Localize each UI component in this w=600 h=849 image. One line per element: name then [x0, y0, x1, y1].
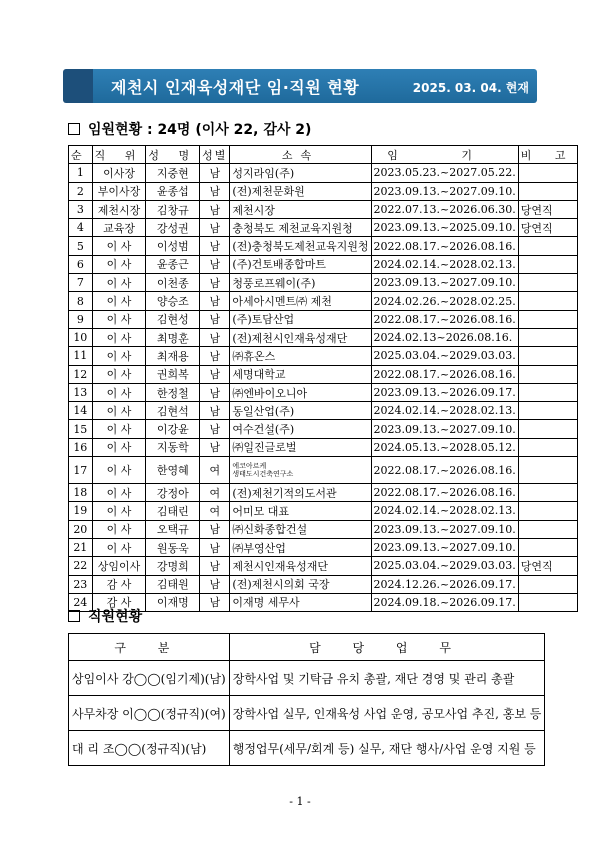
officer-term: 2024.02.26.~2028.02.25. [371, 292, 518, 310]
officer-position: 이 사 [92, 402, 146, 420]
officer-term: 2023.09.13.~2027.09.10. [371, 538, 518, 556]
officer-sex: 여 [200, 502, 230, 520]
as-of-date: 2025. 03. 04. 현재 [412, 81, 529, 95]
officer-term: 2024.02.14.~2028.02.13. [371, 402, 518, 420]
col-header-no: 순 [69, 146, 93, 164]
officer-row [69, 484, 578, 502]
staff-row [69, 696, 545, 731]
officer-position: 이 사 [92, 365, 146, 383]
officer-sex: 여 [200, 484, 230, 502]
officer-term: 2023.09.13.~2025.09.10. [371, 219, 518, 237]
officer-note [518, 255, 578, 273]
officer-note [518, 520, 578, 538]
officer-note [518, 347, 578, 365]
officer-position: 이 사 [92, 274, 146, 292]
officer-position: 이 사 [92, 457, 146, 484]
officer-org: 아세아시멘트㈜ 제천 [230, 292, 371, 310]
officer-sex: 남 [200, 402, 230, 420]
officer-note [518, 292, 578, 310]
col-header-position: 직 위 [92, 146, 146, 164]
officer-no: 19 [69, 502, 93, 520]
officer-sex: 남 [200, 182, 230, 200]
staff-title: 직원현황 [88, 609, 143, 625]
officer-no: 7 [69, 274, 93, 292]
officer-note [518, 237, 578, 255]
officer-no: 16 [69, 438, 93, 456]
officers-header-row [69, 146, 578, 164]
officer-org: ㈜신화종합건설 [230, 520, 371, 538]
officer-no: 1 [69, 164, 93, 182]
officer-sex: 남 [200, 365, 230, 383]
officer-name: 윤종섭 [146, 182, 200, 200]
officer-row [69, 438, 578, 456]
officer-row [69, 255, 578, 273]
staff-role: 상임이사 강◯◯(임기제)(남) [69, 661, 230, 696]
officer-row [69, 237, 578, 255]
checkbox-square-icon [68, 610, 80, 622]
officer-name: 강정아 [146, 484, 200, 502]
officer-no: 15 [69, 420, 93, 438]
officer-no: 6 [69, 255, 93, 273]
page-title: 제천시 인재육성재단 임·직원 현황 [111, 78, 360, 97]
officer-row [69, 383, 578, 401]
staff-row [69, 661, 545, 696]
officer-org: ㈜휴온스 [230, 347, 371, 365]
officer-no: 10 [69, 328, 93, 346]
officer-org: 제천시인재육성재단 [230, 557, 371, 575]
officer-org: 충청북도 제천교육지원청 [230, 219, 371, 237]
officer-sex: 남 [200, 383, 230, 401]
officer-term: 2025.03.04.~2029.03.03. [371, 347, 518, 365]
officer-name: 김태린 [146, 502, 200, 520]
officer-no: 14 [69, 402, 93, 420]
officer-org: ㈜일진글로벌 [230, 438, 371, 456]
officer-name: 이재명 [146, 593, 200, 611]
officer-sex: 남 [200, 593, 230, 611]
officer-sex: 남 [200, 237, 230, 255]
officers-title: 임원현황 : 24명 (이사 22, 감사 2) [88, 122, 312, 138]
officer-position: 이 사 [92, 502, 146, 520]
officer-sex: 남 [200, 538, 230, 556]
officer-term: 2022.08.17.~2026.08.16. [371, 365, 518, 383]
officer-position: 이 사 [92, 520, 146, 538]
staff-table [68, 633, 545, 766]
officer-position: 이 사 [92, 484, 146, 502]
officer-term: 2023.09.13.~2026.09.17. [371, 383, 518, 401]
officer-sex: 남 [200, 557, 230, 575]
officer-name: 양승조 [146, 292, 200, 310]
officer-sex: 남 [200, 255, 230, 273]
officer-name: 이강윤 [146, 420, 200, 438]
officer-term: 2022.08.17.~2026.08.16. [371, 310, 518, 328]
officer-row [69, 310, 578, 328]
staff-role: 사무차장 이◯◯(정규직)(여) [69, 696, 230, 731]
staff-duty: 장학사업 실무, 인재육성 사업 운영, 공모사업 추진, 홍보 등 [229, 696, 545, 731]
officer-no: 8 [69, 292, 93, 310]
col-header-note: 비 고 [518, 146, 578, 164]
officer-name: 지동학 [146, 438, 200, 456]
officer-sex: 남 [200, 292, 230, 310]
col-header-name: 성 명 [146, 146, 200, 164]
officer-term: 2022.07.13.~2026.06.30. [371, 200, 518, 218]
officer-sex: 남 [200, 219, 230, 237]
officer-position: 제천시장 [92, 200, 146, 218]
officer-note [518, 164, 578, 182]
officer-name: 김창규 [146, 200, 200, 218]
officer-note [518, 593, 578, 611]
officer-no: 3 [69, 200, 93, 218]
officer-note: 당연직 [518, 200, 578, 218]
banner-body [93, 69, 537, 103]
officer-term: 2024.02.14.~2028.02.13. [371, 255, 518, 273]
officer-name: 김현석 [146, 402, 200, 420]
officer-position: 이 사 [92, 255, 146, 273]
officer-note: 당연직 [518, 557, 578, 575]
officer-org [230, 457, 371, 484]
col-header-duty: 담 당 업 무 [229, 634, 545, 661]
officer-sex: 여 [200, 457, 230, 484]
officer-row [69, 402, 578, 420]
officer-position: 이 사 [92, 538, 146, 556]
officer-org: 동일산업(주) [230, 402, 371, 420]
col-header-org: 소속 [230, 146, 371, 164]
officer-note [518, 502, 578, 520]
officer-note [518, 575, 578, 593]
officer-term: 2023.09.13.~2027.09.10. [371, 520, 518, 538]
officer-org: ㈜엔바이오니아 [230, 383, 371, 401]
officer-name: 이천종 [146, 274, 200, 292]
officer-name: 김태원 [146, 575, 200, 593]
officer-no: 11 [69, 347, 93, 365]
officer-note [518, 457, 578, 484]
staff-heading [68, 606, 142, 626]
officer-sex: 남 [200, 274, 230, 292]
col-header-sex: 성별 [200, 146, 230, 164]
officer-row [69, 575, 578, 593]
officer-term: 2024.12.26.~2026.09.17. [371, 575, 518, 593]
officer-no: 4 [69, 219, 93, 237]
officer-position: 이사장 [92, 164, 146, 182]
officer-row [69, 200, 578, 218]
officer-org: (전)제천시의회 국장 [230, 575, 371, 593]
officer-note: 당연직 [518, 219, 578, 237]
officer-sex: 남 [200, 438, 230, 456]
officer-sex: 남 [200, 328, 230, 346]
officer-name: 이성범 [146, 237, 200, 255]
officer-org: 세명대학교 [230, 365, 371, 383]
officer-org: 청풍로프웨이(주) [230, 274, 371, 292]
officer-row [69, 164, 578, 182]
officer-org: (주)토담산업 [230, 310, 371, 328]
officer-row [69, 557, 578, 575]
officer-org: (전)제천시인재육성재단 [230, 328, 371, 346]
officer-name: 최재용 [146, 347, 200, 365]
officer-term: 2024.02.14.~2028.02.13. [371, 502, 518, 520]
officer-term: 2022.08.17.~2026.08.16. [371, 484, 518, 502]
officer-row [69, 274, 578, 292]
officer-name: 지중현 [146, 164, 200, 182]
officer-row [69, 292, 578, 310]
officer-sex: 남 [200, 420, 230, 438]
officer-term: 2023.09.13.~2027.09.10. [371, 182, 518, 200]
officer-no: 22 [69, 557, 93, 575]
officers-table [68, 145, 578, 612]
officer-note [518, 274, 578, 292]
officer-row [69, 502, 578, 520]
officer-position: 이 사 [92, 292, 146, 310]
officer-term: 2025.03.04.~2029.03.03. [371, 557, 518, 575]
officer-org: (주)건토배종합마트 [230, 255, 371, 273]
officer-no: 5 [69, 237, 93, 255]
officers-heading [68, 119, 311, 139]
officer-name: 원동욱 [146, 538, 200, 556]
officer-name: 김현성 [146, 310, 200, 328]
officer-name: 권희복 [146, 365, 200, 383]
officer-no: 13 [69, 383, 93, 401]
officer-position: 이 사 [92, 310, 146, 328]
col-header-term: 임 기 [371, 146, 518, 164]
officer-org: 어미모 대표 [230, 502, 371, 520]
officer-sex: 남 [200, 310, 230, 328]
officer-row [69, 219, 578, 237]
officer-term: 2023.09.13.~2027.09.10. [371, 420, 518, 438]
officer-position: 부이사장 [92, 182, 146, 200]
officer-name: 한정철 [146, 383, 200, 401]
officer-org: 제천시장 [230, 200, 371, 218]
officer-row [69, 420, 578, 438]
col-header-category: 구 분 [69, 634, 230, 661]
officer-row [69, 520, 578, 538]
officer-no: 18 [69, 484, 93, 502]
page-number: - 1 - [289, 795, 311, 808]
officer-note [518, 538, 578, 556]
officer-note [518, 420, 578, 438]
officer-no: 20 [69, 520, 93, 538]
officer-sex: 남 [200, 575, 230, 593]
officer-row [69, 347, 578, 365]
officer-row [69, 593, 578, 611]
officer-row [69, 457, 578, 484]
officer-position: 이 사 [92, 328, 146, 346]
staff-role: 대 리 조◯◯(정규직)(남) [69, 731, 230, 766]
officer-no: 2 [69, 182, 93, 200]
officer-sex: 남 [200, 347, 230, 365]
officer-name: 강성권 [146, 219, 200, 237]
officer-note [518, 438, 578, 456]
checkbox-square-icon [68, 123, 80, 135]
officer-name: 한영혜 [146, 457, 200, 484]
officer-term: 2024.02.13~2026.08.16. [371, 328, 518, 346]
staff-duty: 행정업무(세무/회계 등) 실무, 재단 행사/사업 운영 지원 등 [229, 731, 545, 766]
officer-position: 이 사 [92, 438, 146, 456]
officer-note [518, 365, 578, 383]
officer-note [518, 328, 578, 346]
officer-org: 이재명 세무사 [230, 593, 371, 611]
officer-org: (전)제천기적의도서관 [230, 484, 371, 502]
officer-name: 강명희 [146, 557, 200, 575]
banner-accent [63, 69, 93, 103]
officer-org-line1: 에코아르케 [232, 462, 267, 471]
officer-row [69, 538, 578, 556]
officer-row [69, 328, 578, 346]
officer-position: 교육장 [92, 219, 146, 237]
officer-term: 2023.05.23.~2027.05.22. [371, 164, 518, 182]
officer-row [69, 182, 578, 200]
officer-no: 23 [69, 575, 93, 593]
officer-sex: 남 [200, 200, 230, 218]
officer-no: 24 [69, 593, 93, 611]
officer-note [518, 484, 578, 502]
officer-term: 2024.09.18.~2026.09.17. [371, 593, 518, 611]
officer-name: 최명훈 [146, 328, 200, 346]
officer-position: 이 사 [92, 420, 146, 438]
officer-sex: 남 [200, 164, 230, 182]
officer-note [518, 182, 578, 200]
officer-org: 여수건설(주) [230, 420, 371, 438]
officer-no: 12 [69, 365, 93, 383]
staff-row [69, 731, 545, 766]
officer-position: 이 사 [92, 237, 146, 255]
staff-header-row [69, 634, 545, 661]
officer-org: ㈜부영산업 [230, 538, 371, 556]
officer-position: 이 사 [92, 347, 146, 365]
officer-term: 2022.08.17.~2026.08.16. [371, 457, 518, 484]
officer-no: 21 [69, 538, 93, 556]
officer-position: 감 사 [92, 593, 146, 611]
officer-term: 2022.08.17.~2026.08.16. [371, 237, 518, 255]
officer-position: 상임이사 [92, 557, 146, 575]
officer-org: (전)제천문화원 [230, 182, 371, 200]
officer-name: 윤종근 [146, 255, 200, 273]
officer-note [518, 383, 578, 401]
officer-note [518, 402, 578, 420]
officer-org-line2: 생태도시건축연구소 [232, 470, 294, 479]
officer-name: 오택규 [146, 520, 200, 538]
officer-note [518, 310, 578, 328]
officer-no: 17 [69, 457, 93, 484]
officer-org: 성지라임(주) [230, 164, 371, 182]
title-banner [63, 69, 537, 103]
officer-term: 2023.09.13.~2027.09.10. [371, 274, 518, 292]
officer-no: 9 [69, 310, 93, 328]
staff-duty: 장학사업 및 기탁금 유치 총괄, 재단 경영 및 관리 총괄 [229, 661, 545, 696]
officer-sex: 남 [200, 520, 230, 538]
officer-org: (전)충청북도제천교육지원청 [230, 237, 371, 255]
officer-term: 2024.05.13.~2028.05.12. [371, 438, 518, 456]
officer-position: 이 사 [92, 383, 146, 401]
officer-row [69, 365, 578, 383]
officer-position: 감 사 [92, 575, 146, 593]
